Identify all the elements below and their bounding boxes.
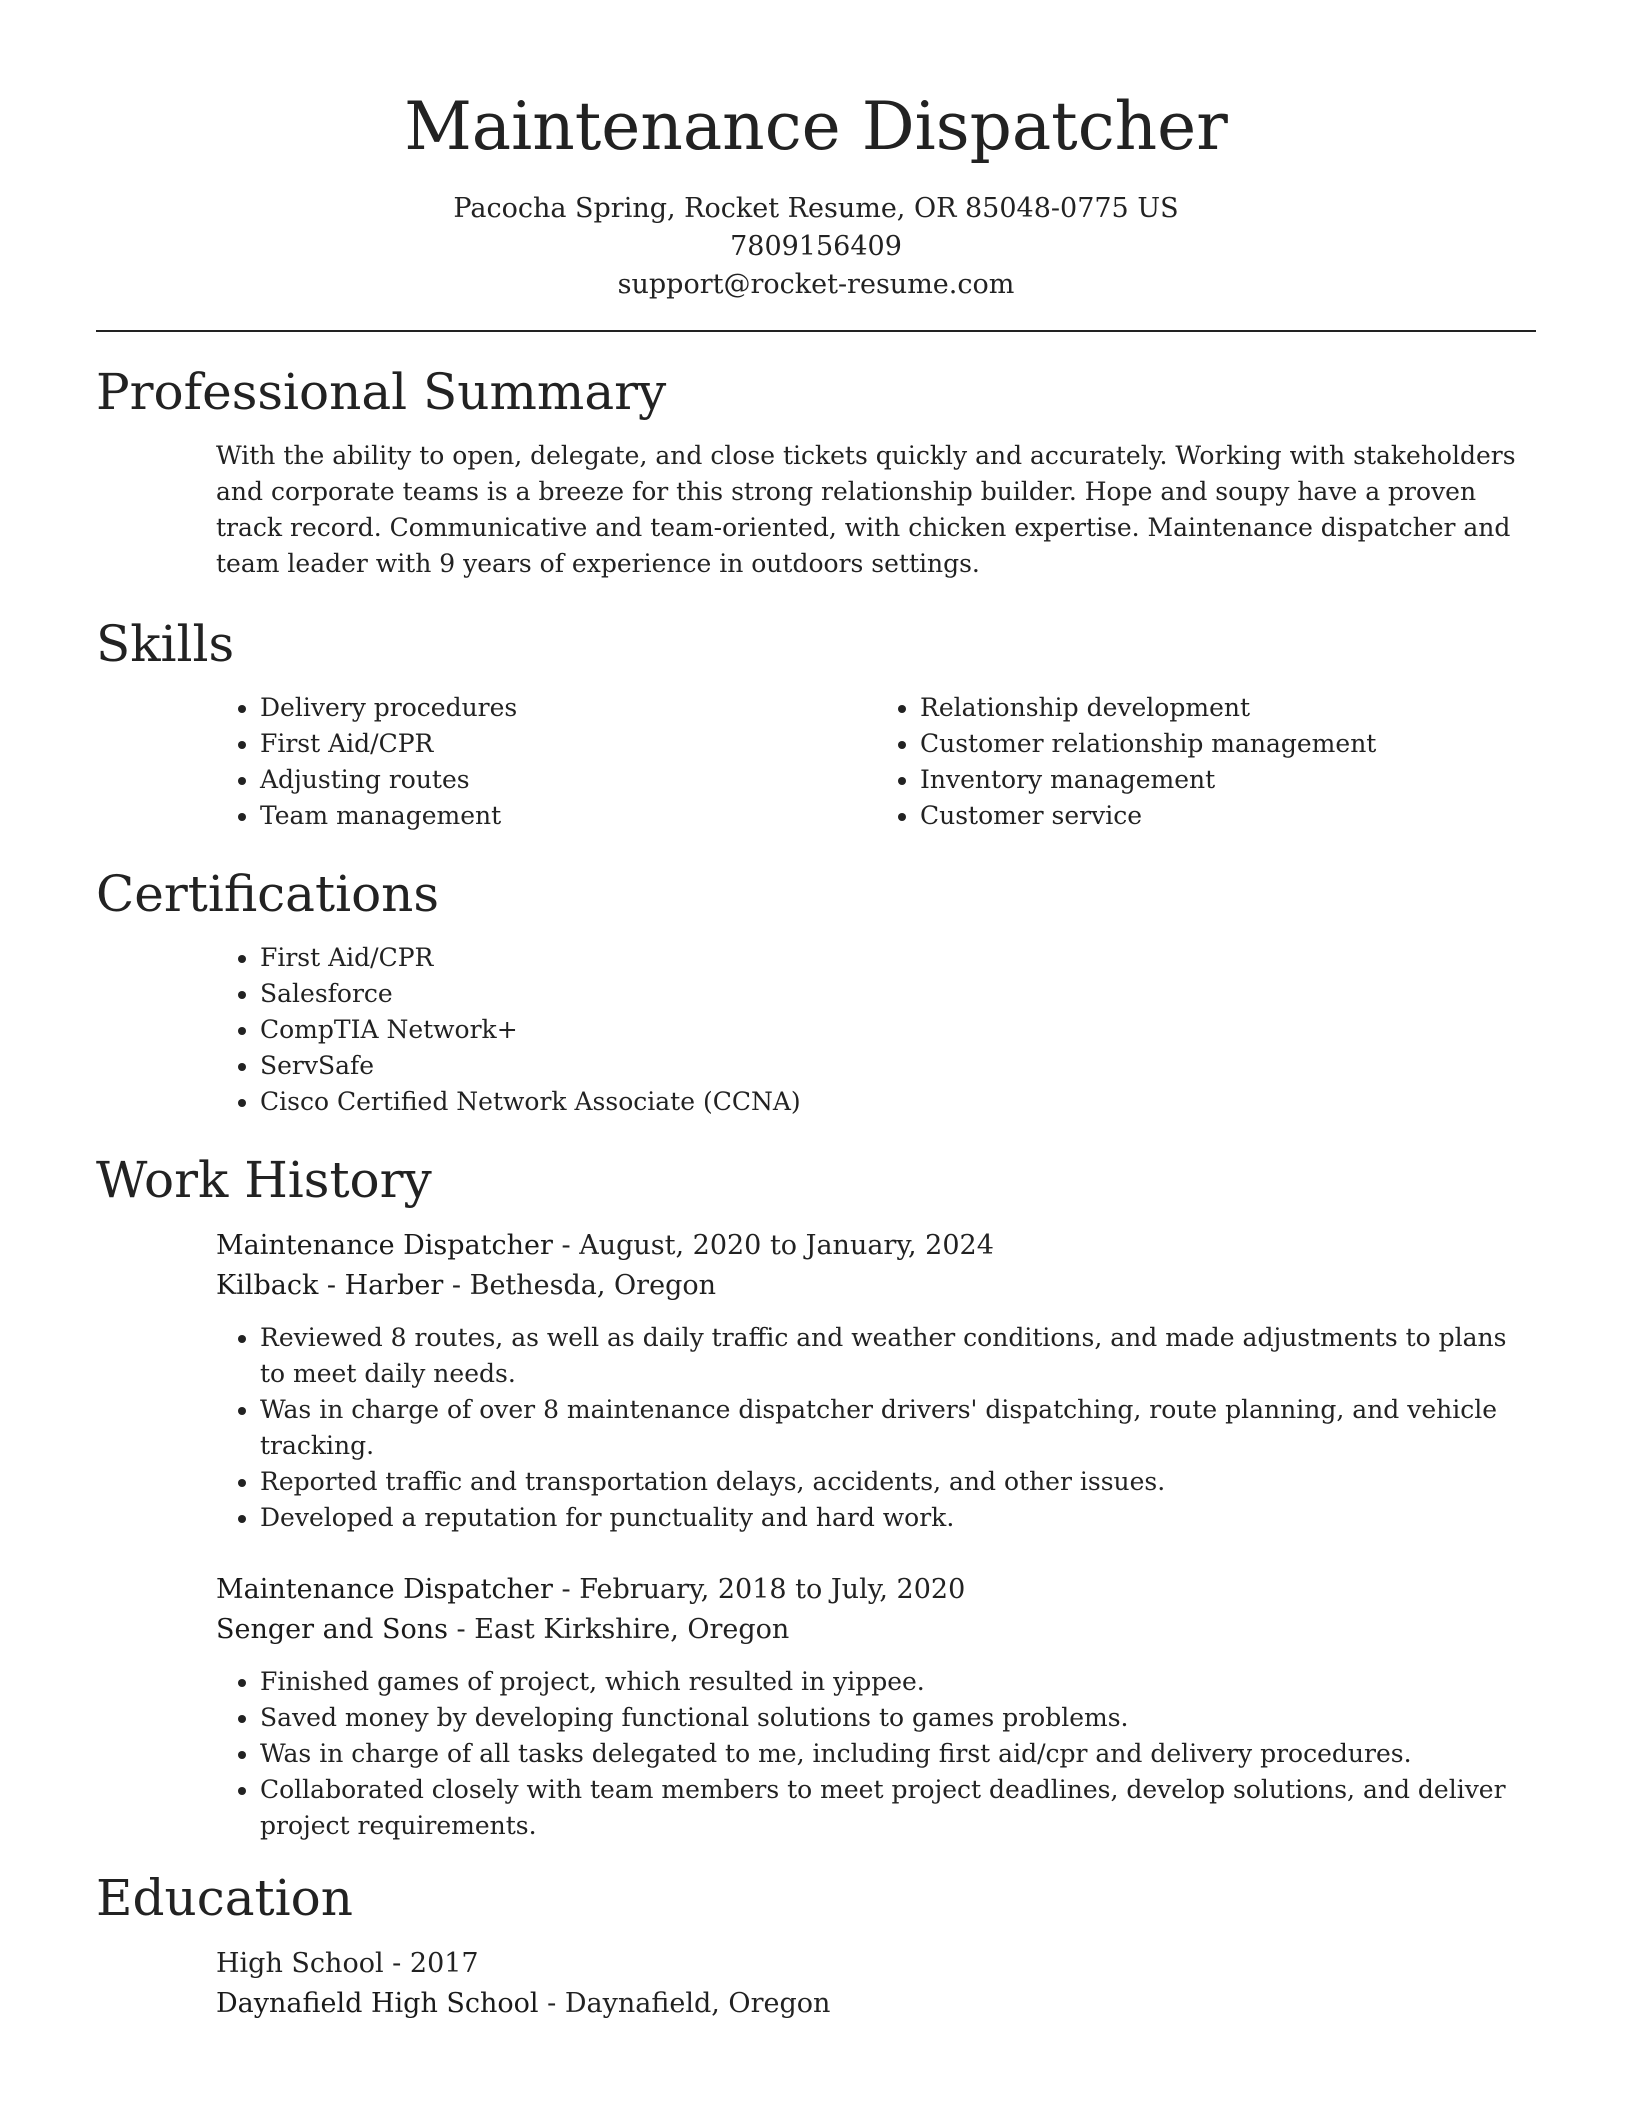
job-duty: • Developed a reputation for punctuality and hard work. <box>260 1500 1536 1536</box>
skill-item: • Adjusting routes <box>260 762 876 798</box>
job-dates: August, 2020 to January, 2024 <box>579 1230 994 1261</box>
resume-header <box>96 0 1536 304</box>
summary-body <box>96 438 1536 582</box>
job-duty: • Saved money by developing functional solutions to games problems. <box>260 1700 1536 1736</box>
summary-text: With the ability to open, delegate, and close tickets quickly and accurately. Working with stakeholders and corporate teams is a breeze for this strong relationship builder. Hope and soupy have a proven track record. Communicative and team-oriented, with chicken expertise. Maintenance dispatcher and team leader with 9 years of experience in outdoors settings. <box>216 441 1516 578</box>
address: Pacocha Spring, Rocket Resume, OR 85048-0775 US <box>453 193 1179 224</box>
section-title-work-history: Work History <box>96 1151 432 1209</box>
certifications-section <box>96 862 1536 1120</box>
job-entry <box>216 1570 1536 1844</box>
skills-list-right <box>876 690 1536 834</box>
header-divider <box>96 330 1536 332</box>
job-title: Maintenance Dispatcher <box>216 1574 553 1605</box>
job-company: Kilback - Harber <box>216 1270 444 1301</box>
email: support@rocket-resume.com <box>617 269 1015 300</box>
education-school-line <box>216 1984 1536 2024</box>
certification-item: • CompTIA Network+ <box>260 1012 1536 1048</box>
certification-item: • ServSafe <box>260 1048 1536 1084</box>
separator: - <box>447 1614 475 1645</box>
job-company: Senger and Sons <box>216 1614 448 1645</box>
education-degree: High School <box>216 1948 384 1979</box>
certification-item: • Salesforce <box>260 976 1536 1012</box>
section-title-skills: Skills <box>96 615 235 673</box>
skill-item: • Customer service <box>920 798 1536 834</box>
skills-list-left <box>216 690 876 834</box>
certifications-list <box>216 940 1536 1120</box>
section-title-certifications: Certifications <box>96 865 440 923</box>
job-duties-list <box>216 1664 1536 1844</box>
education-degree-line <box>216 1944 1536 1984</box>
skill-item: • Customer relationship management <box>920 726 1536 762</box>
work-history-body <box>96 1226 1536 1844</box>
education-year: 2017 <box>409 1948 479 1979</box>
job-entry <box>216 1226 1536 1536</box>
contact-info <box>96 190 1536 304</box>
phone: 7809156409 <box>730 231 902 262</box>
job-title-line <box>216 1570 1536 1610</box>
skill-item: • Delivery procedures <box>260 690 876 726</box>
section-title-education: Education <box>96 1869 353 1927</box>
work-history-section <box>96 1148 1536 1844</box>
education-section <box>96 1866 1536 2024</box>
separator: - <box>538 1988 565 2019</box>
job-duty: • Collaborated closely with team members to meet project deadlines, develop solutions, and deliver project requirements. <box>260 1772 1536 1844</box>
job-duty: • Reported traffic and transportation delays, accidents, and other issues. <box>260 1464 1536 1500</box>
certification-item: • Cisco Certified Network Associate (CCNA) <box>260 1084 1536 1120</box>
education-body <box>96 1944 1536 2024</box>
job-company-line <box>216 1266 1536 1306</box>
job-location: East Kirkshire, Oregon <box>474 1614 790 1645</box>
education-school: Daynafield High School <box>216 1988 539 2019</box>
skill-item: • Team management <box>260 798 876 834</box>
job-location: Bethesda, Oregon <box>469 1270 716 1301</box>
summary-section <box>96 360 1536 582</box>
job-duty: • Reviewed 8 routes, as well as daily traffic and weather conditions, and made adjustments to plans to meet daily needs. <box>260 1320 1536 1392</box>
job-title-line <box>216 1226 1536 1266</box>
job-company-line <box>216 1610 1536 1650</box>
separator: - <box>552 1230 580 1261</box>
skills-section <box>96 612 1536 834</box>
job-dates: February, 2018 to July, 2020 <box>579 1574 966 1605</box>
skill-item: • Relationship development <box>920 690 1536 726</box>
candidate-name: Maintenance Dispatcher <box>404 88 1228 165</box>
section-title-summary: Professional Summary <box>96 363 667 421</box>
skills-body <box>96 690 1536 834</box>
certification-item: • First Aid/CPR <box>260 940 1536 976</box>
job-duty: • Finished games of project, which resulted in yippee. <box>260 1664 1536 1700</box>
resume-page <box>96 0 1536 2024</box>
job-title: Maintenance Dispatcher <box>216 1230 553 1261</box>
job-duty: • Was in charge of all tasks delegated to me, including first aid/cpr and delivery procedures. <box>260 1736 1536 1772</box>
skill-item: • First Aid/CPR <box>260 726 876 762</box>
job-duty: • Was in charge of over 8 maintenance dispatcher drivers' dispatching, route planning, and vehicle tracking. <box>260 1392 1536 1464</box>
separator: - <box>552 1574 580 1605</box>
job-duties-list <box>216 1320 1536 1536</box>
separator: - <box>443 1270 470 1301</box>
education-location: Daynafield, Oregon <box>564 1988 831 2019</box>
separator: - <box>383 1948 410 1979</box>
skill-item: • Inventory management <box>920 762 1536 798</box>
certifications-body <box>96 940 1536 1120</box>
